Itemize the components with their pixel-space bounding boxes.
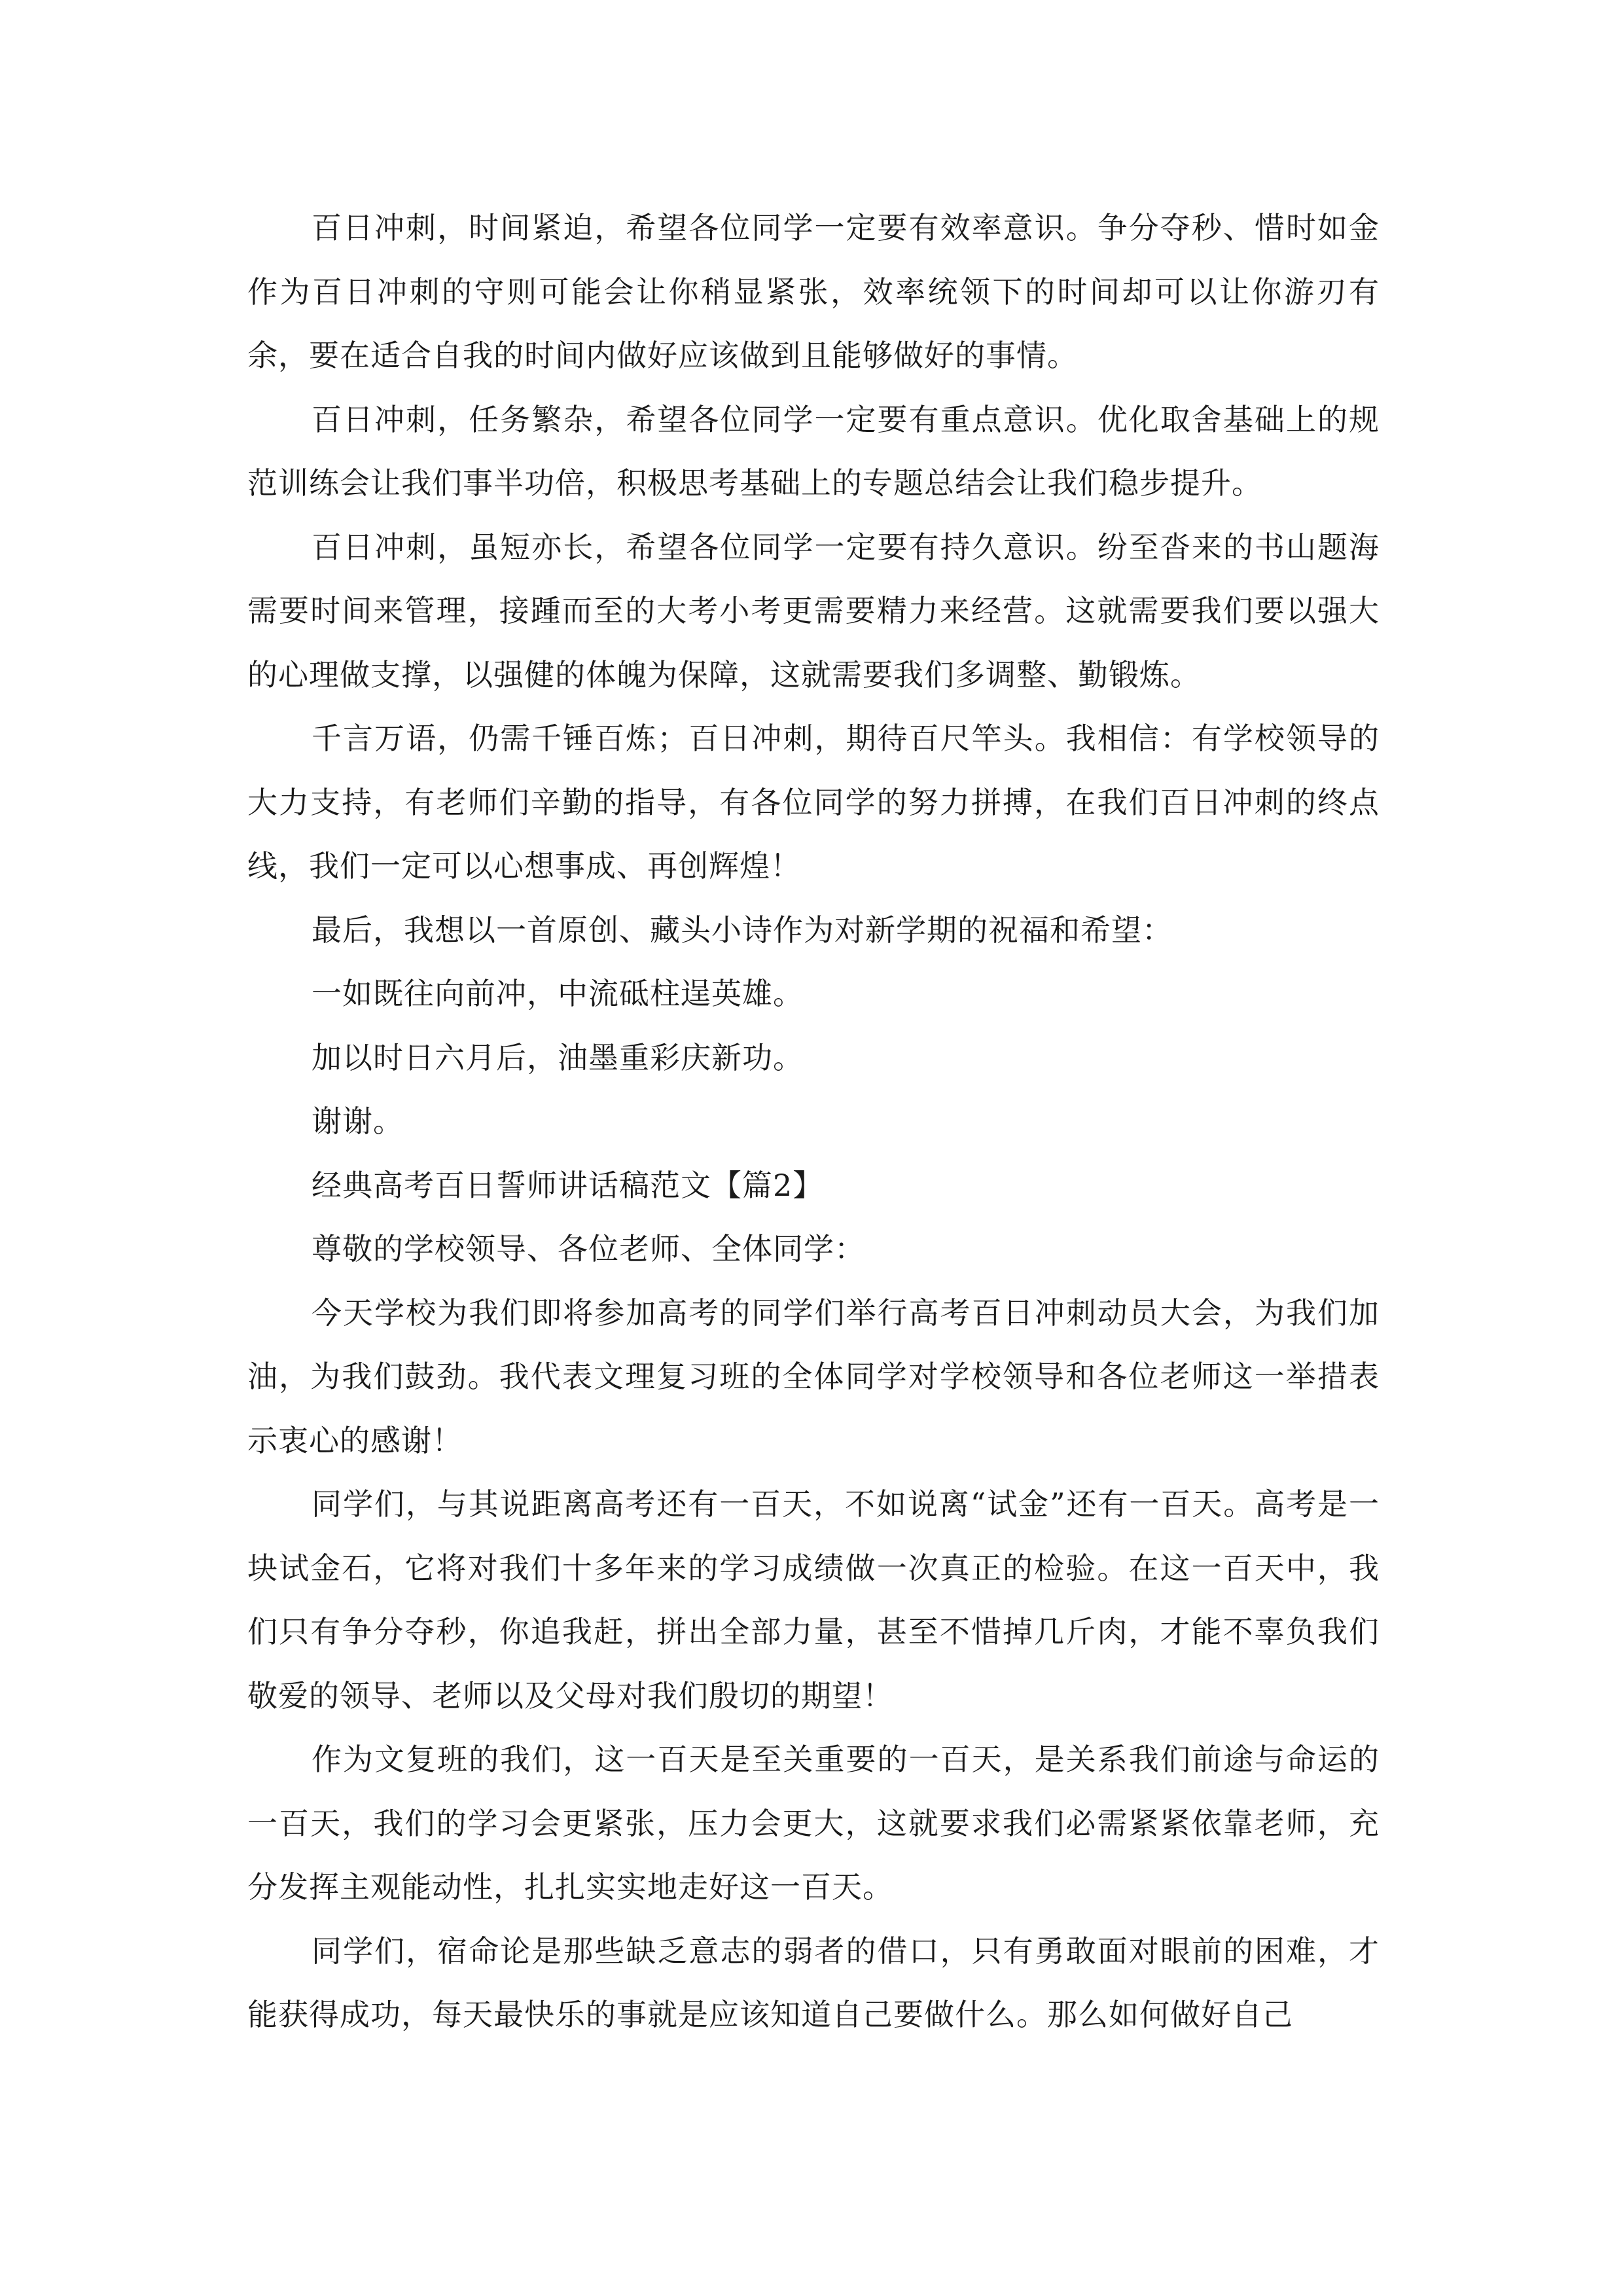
paragraph-poem-intro: 最后，我想以一首原创、藏头小诗作为对新学期的祝福和希望： bbox=[312, 912, 1173, 948]
paragraph-opening: 今天学校为我们即将参加高考的同学们举行高考百日冲刺动员大会，为我们加油，为我们鼓劲。我代表文理复习班的全体同学对学校领导和各位老师这一举措表示衷心的感谢！ bbox=[247, 1295, 1380, 1458]
document-page bbox=[247, 196, 1380, 2047]
paragraph-confidence: 千言万语，仍需千锤百炼；百日冲刺，期待百尺竿头。我相信：有学校领导的大力支持，有老师们辛勤的指导，有各位同学的努力拼搏，在我们百日冲刺的终点线，我们一定可以心想事成、再创辉煌！ bbox=[247, 721, 1380, 884]
section-heading: 经典高考百日誓师讲话稿范文【篇2】 bbox=[312, 1167, 824, 1203]
paragraph-salutation: 尊敬的学校领导、各位老师、全体同学： bbox=[312, 1231, 865, 1266]
paragraph-persistence: 百日冲刺，虽短亦长，希望各位同学一定要有持久意识。纷至沓来的书山题海需要时间来管理，接踵而至的大考小考更需要精力来经营。这就需要我们要以强大的心理做支撑，以强健的体魄为保障，这就需要我们多调整、勤锻炼。 bbox=[247, 529, 1380, 692]
paragraph-efficiency: 百日冲刺，时间紧迫，希望各位同学一定要有效率意识。争分夺秒、惜时如金作为百日冲刺的守则可能会让你稍显紧张，效率统领下的时间却可以让你游刃有余，要在适合自我的时间内做好应该做到且能够做好的事情。 bbox=[247, 210, 1380, 373]
paragraph-courage: 同学们，宿命论是那些缺乏意志的弱者的借口，只有勇敢面对眼前的困难，才能获得成功，每天最快乐的事就是应该知道自己要做什么。那么如何做好自己 bbox=[247, 1933, 1380, 2032]
paragraph-review-class: 作为文复班的我们，这一百天是至关重要的一百天，是关系我们前途与命运的一百天，我们的学习会更紧张，压力会更大，这就要求我们必需紧紧依靠老师，充分发挥主观能动性，扎扎实实地走好这一百天。 bbox=[247, 1742, 1380, 1905]
poem-line-2: 加以时日六月后，油墨重彩庆新功。 bbox=[312, 1039, 804, 1075]
paragraph-touchstone: 同学们，与其说距离高考还有一百天，不如说离“试金”还有一百天。高考是一块试金石，它将对我们十多年来的学习成绩做一次真正的检验。在这一百天中，我们只有争分夺秒，你追我赶，拼出全部力量，甚至不惜掉几斤肉，才能不辜负我们敬爱的领导、老师以及父母对我们殷切的期望！ bbox=[247, 1486, 1380, 1713]
poem-line-1: 一如既往向前冲，中流砥柱逞英雄。 bbox=[312, 976, 804, 1011]
paragraph-focus: 百日冲刺，任务繁杂，希望各位同学一定要有重点意识。优化取舍基础上的规范训练会让我们事半功倍，积极思考基础上的专题总结会让我们稳步提升。 bbox=[247, 401, 1380, 501]
paragraph-thanks: 谢谢。 bbox=[312, 1103, 404, 1139]
